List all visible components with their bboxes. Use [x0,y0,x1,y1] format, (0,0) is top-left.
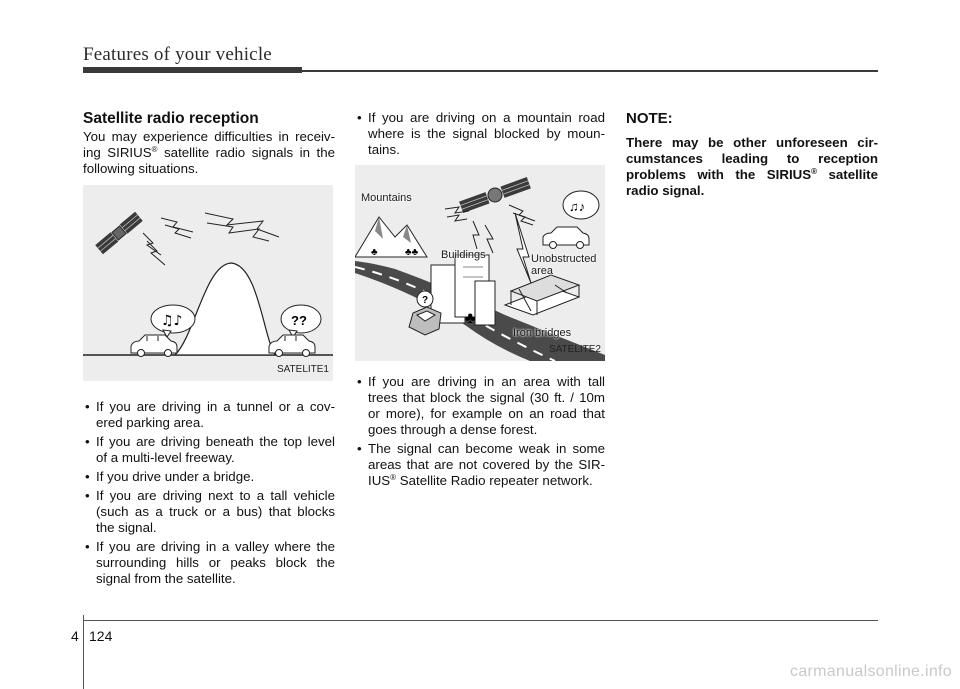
list-item: • If you are driving on a mountain road where is the signal blocked by moun-tains. [355,110,605,158]
list-item: • If you are driving beneath the top level of a multi-level freeway. [83,434,335,466]
figure-code: SATELITE1 [276,364,329,375]
header-rule-thin [300,70,878,72]
right-column [626,110,878,199]
figure-code: SATELITE2 [548,344,601,355]
note-body [626,135,878,199]
figure-satelite1 [83,185,333,381]
middle-column [355,110,605,492]
car-icon-right [269,335,315,357]
label-area: area [531,265,554,277]
tree-icon: ♣ [371,247,378,258]
footer-rule-vertical [83,615,84,689]
section-title: Satellite radio reception [83,110,259,127]
note-text-a: There may be other unforeseen cir-cumstances leading to reception problems with the SIRIUS [626,135,878,182]
list-item: • If you are driving next to a tall vehicle (such as a truck or a bus) that blocks the signal. [83,488,335,536]
footer-rule-horizontal [83,620,878,621]
registered-mark: ® [811,167,818,176]
tree-icon: ♣♣ [405,247,419,258]
chapter-number: 4 [71,628,79,644]
figure-satelite2 [355,165,605,361]
bullet-weak-text-a: The signal can become weak in some areas that are not covered by the SIR-IUS [368,441,605,488]
list-item: • If you are driving in an area with tall trees that block the signal (30 ft. / 10m or more), for example on an road that goes through a dense forest. [355,374,605,438]
question-mark-bubble: ? [422,295,429,306]
header-rule-thick [83,67,302,73]
note-title: NOTE: [626,110,673,127]
label-unobstructed: Unobstructed [531,253,597,265]
registered-mark: ® [151,145,158,154]
tree-icon: ♣ [465,310,476,327]
registered-mark: ® [390,473,397,482]
list-item: • If you drive under a bridge. [83,469,335,485]
music-notes-icon: ♫♪ [569,199,586,214]
page-number: 124 [89,628,113,644]
bullet-weak-text-b: Satellite Radio repeater network. [396,473,593,488]
bullet-list-middle-top [355,110,605,158]
label-mountains: Mountains [361,192,412,204]
list-item: • If you are driving in a tunnel or a cov-ered parking area. [83,399,335,431]
car-icon-left [131,335,177,357]
list-item: • If you are driving in a valley where the surrounding hills or peaks block the signal from the satellite. [83,539,335,587]
intro-text-a: You may experience difficulties in receiv-ing SIRIUS [83,129,335,160]
music-notes-icon: ♫♪ [161,313,183,329]
label-iron-bridges: Iron bridges [513,327,572,339]
label-buildings: Buildings [441,249,486,261]
satellite-valley-illustration [83,185,333,381]
bullet-list-left [83,399,335,587]
bullet-list-middle-bottom [355,374,605,489]
note-text-b: satellite radio signal. [626,167,878,198]
watermark: carmanualsonline.info [790,663,952,680]
satellite-icon [459,176,531,214]
iron-bridge-icon [505,275,579,315]
car-icon-road [409,307,441,335]
list-item [355,441,605,489]
car-icon-unobstructed [543,227,589,249]
page-header-title: Features of your vehicle [83,44,272,65]
satellite-icon [95,212,143,255]
intro-text-b: satellite radio signals in the following situations. [83,145,335,176]
left-column [83,110,335,590]
intro-paragraph [83,129,335,177]
question-marks: ?? [291,313,307,328]
